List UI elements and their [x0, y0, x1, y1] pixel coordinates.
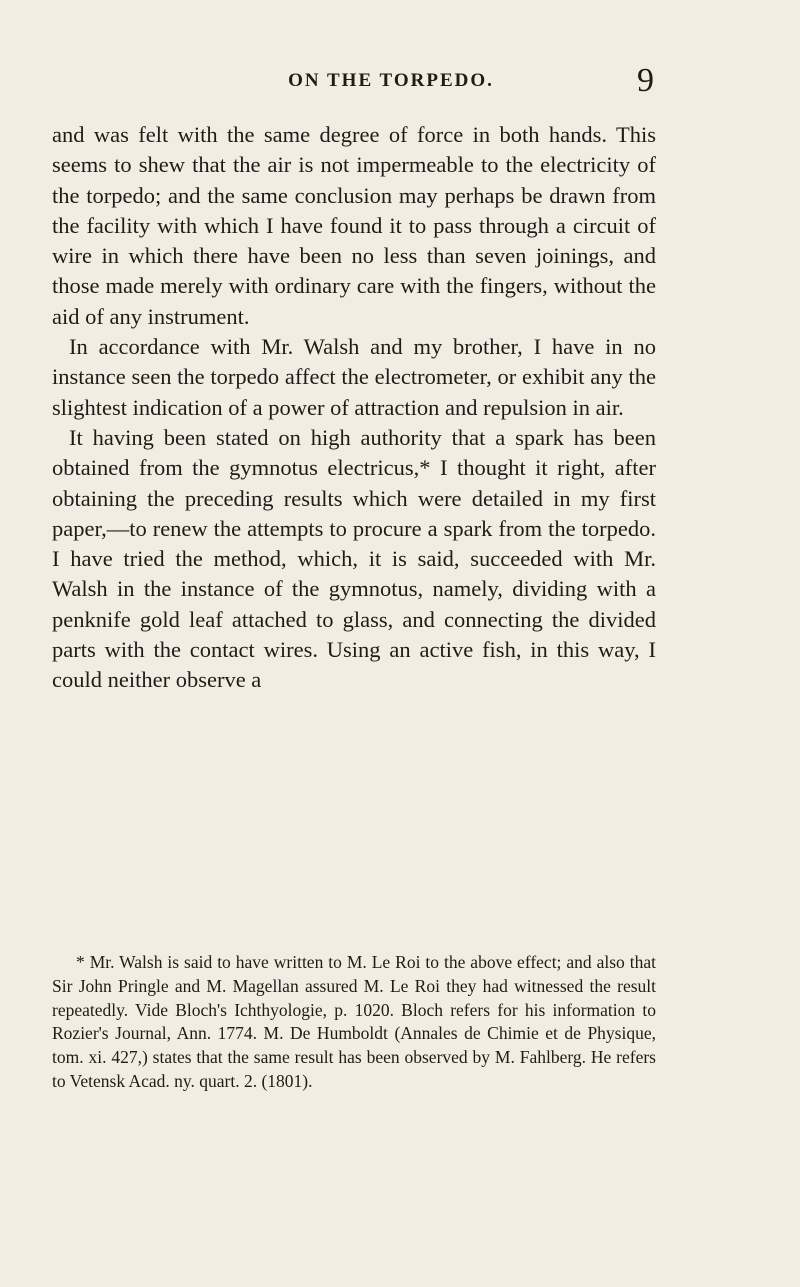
paragraph-1: and was felt with the same degree of force in both hands. This seems to shew that the air is not impermeable to the electricity of the torpedo; and the same conclusion may perhaps be drawn from the facility with which I have found it to pass through a circuit of wire in which there have been no less than seven joinings, and those made merely with ordinary care with the fingers, without the aid of any instrument. [52, 122, 656, 329]
footnote [52, 951, 656, 1094]
running-head [124, 62, 658, 100]
paragraph-3: It having been stated on high authority that a spark has been obtained from the gymnotus electricus,* I thought it right, after obtaining the preceding results which were detailed in my first paper,—to renew the attempts to procure a spark from the torpedo. I have tried the method, which, it is said, succeeded with Mr. Walsh in the instance of the gymnotus, namely, dividing with a penknife gold leaf attached to glass, and connecting the divided parts with the contact wires. Using an active fish, in this way, I could neither observe a [52, 424, 656, 693]
page-number: 9 [637, 62, 654, 99]
footnote-text: * Mr. Walsh is said to have written to M. Le Roi to the above effect; and also that Sir John Pringle and M. Magellan assured M. Le Roi they had witnessed the result repeatedly. Vide Bloch's Ichthyologie, p. 1020. Bloch refers for his information to Rozier's Journal, Ann. 1774. M. De Humboldt (Annales de Chimie et de Physique, tom. xi. 427,) states that the same result has been observed by M. Fahlberg. He refers to Vetensk Acad. ny. quart. 2. (1801). [52, 952, 656, 1091]
body-text [52, 120, 656, 696]
paragraph-2: In accordance with Mr. Walsh and my brother, I have in no instance seen the torpedo affect the electrometer, or exhibit any the slightest indication of a power of attraction and repulsion in air. [52, 334, 656, 420]
running-title: ON THE TORPEDO. [288, 70, 494, 91]
